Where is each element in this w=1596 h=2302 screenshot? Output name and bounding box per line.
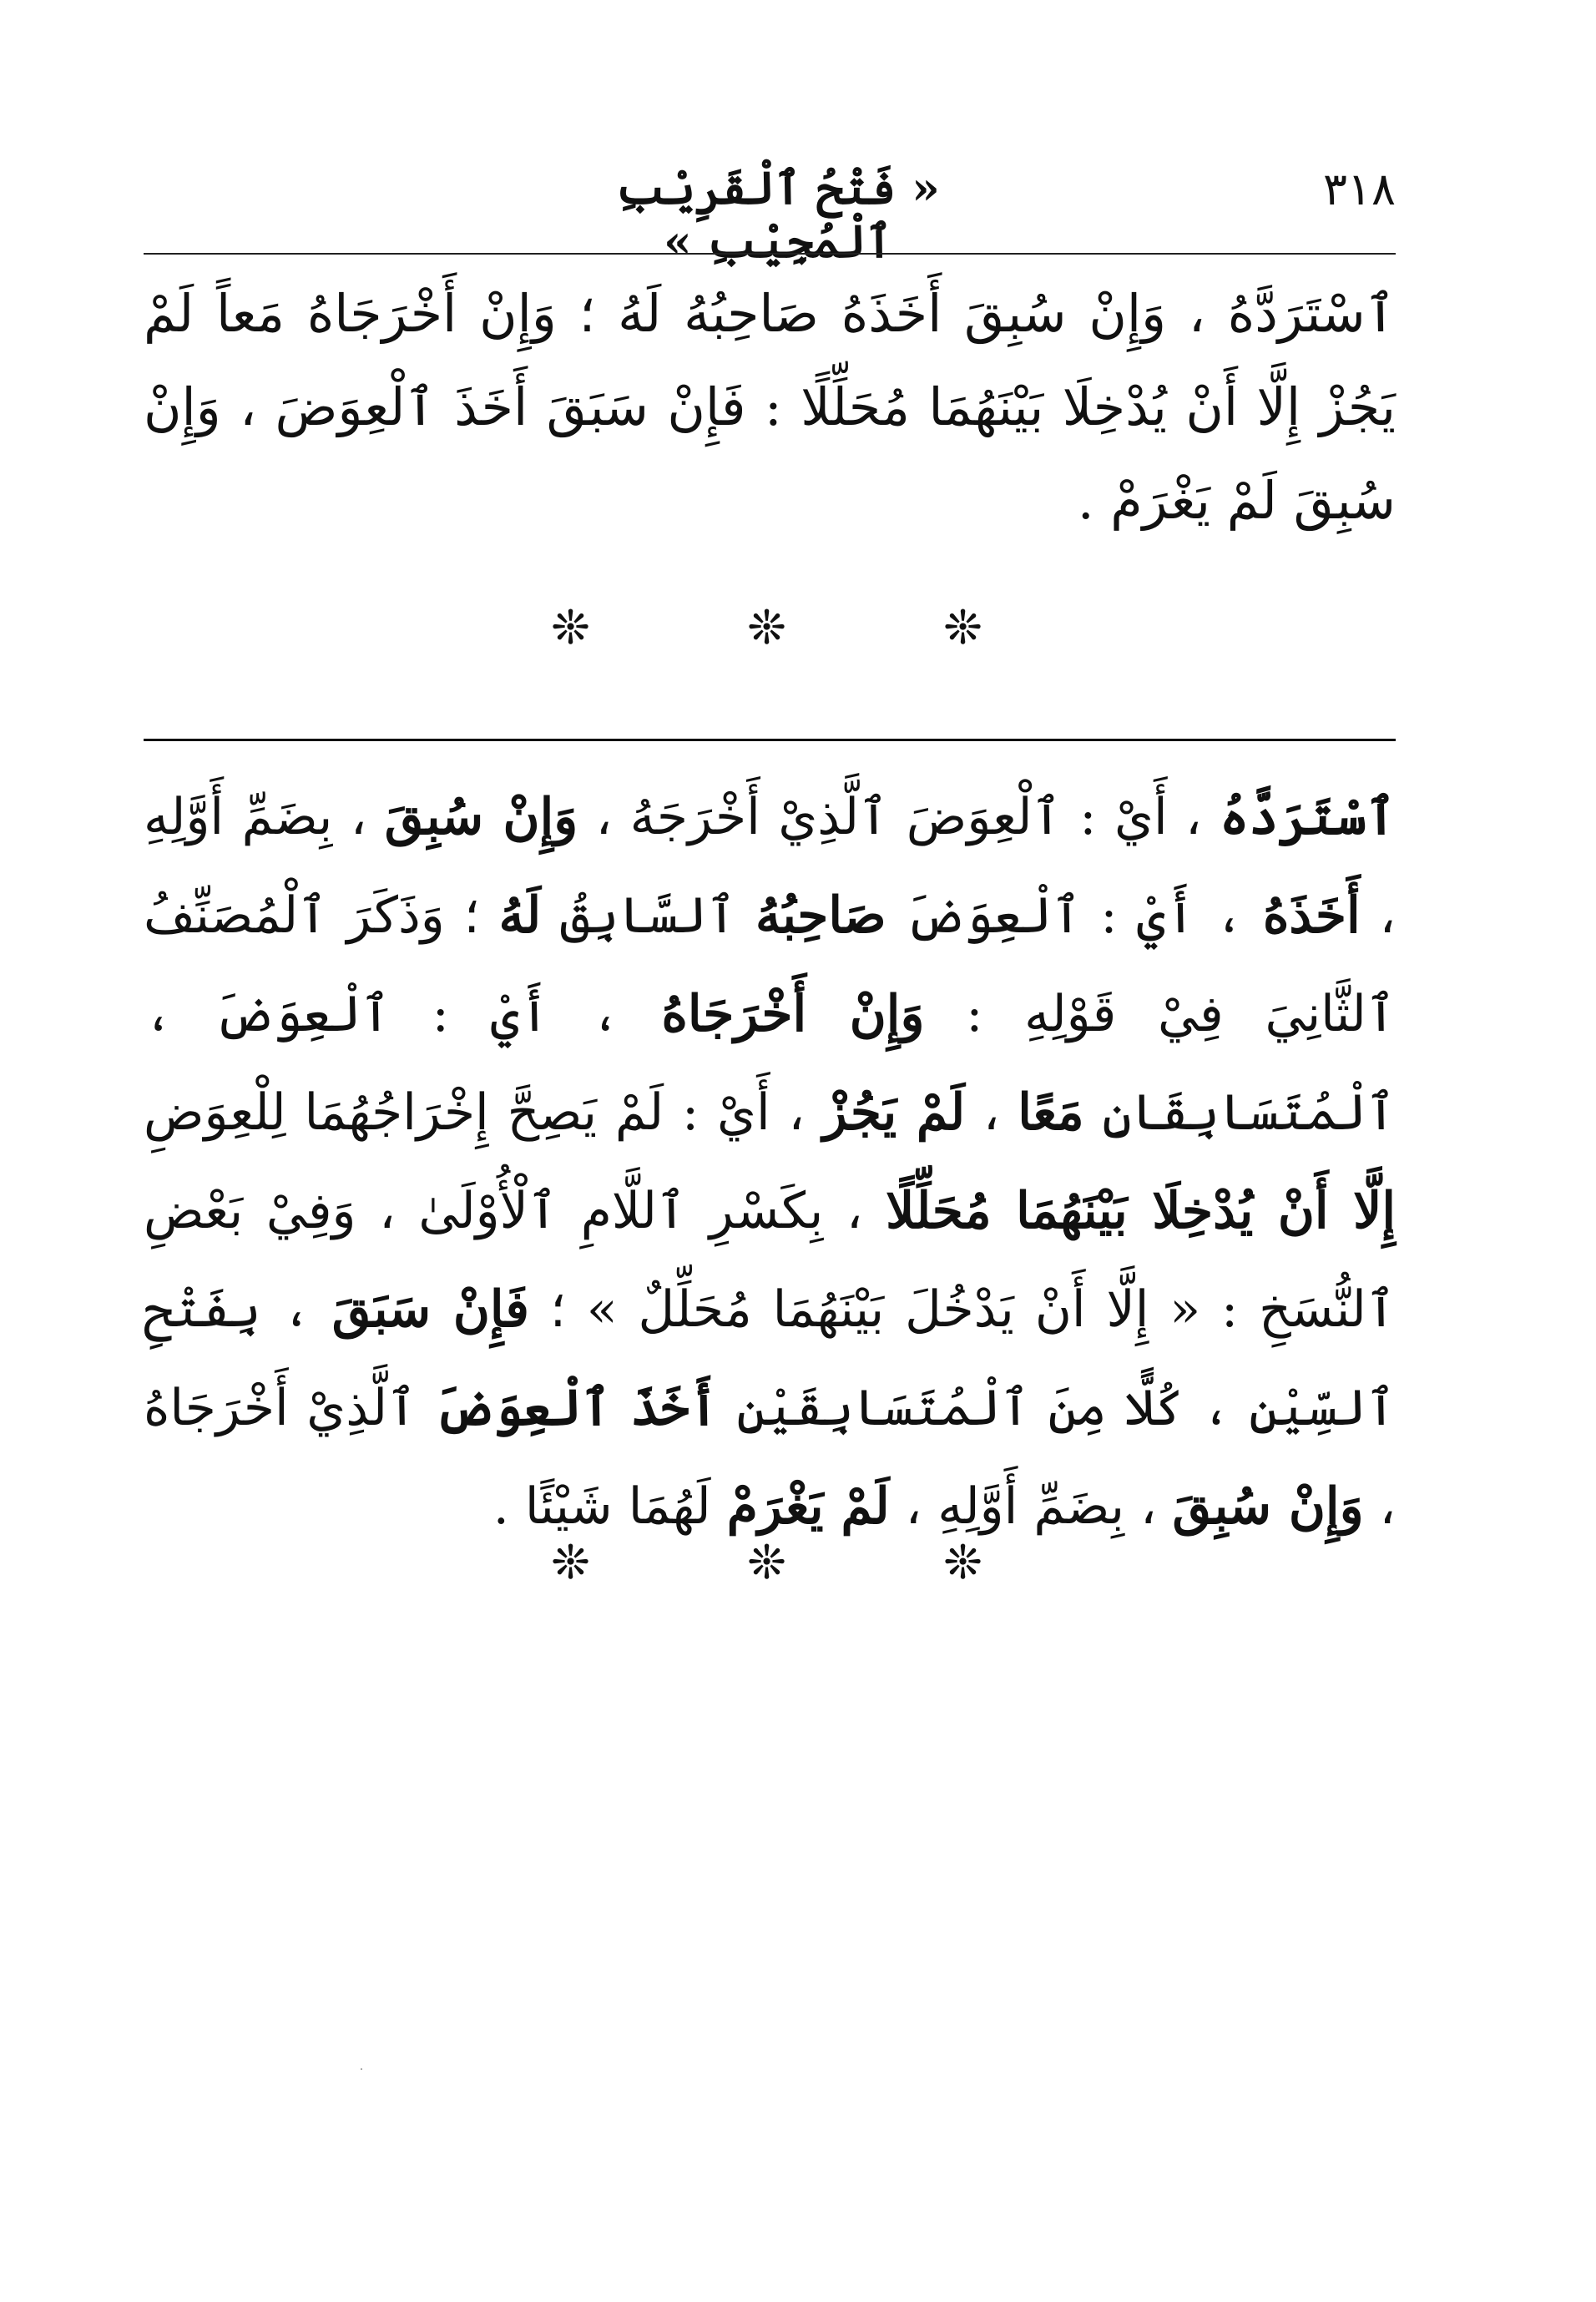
commentary-phrase: ، بِضَمِّ أَوَّلِهِ ، bbox=[889, 1477, 1173, 1536]
quoted-matn-phrase: فَإِنْ سَبَقَ bbox=[331, 1280, 529, 1339]
commentary-phrase: ، بِكَسْرِ ٱللَّامِ ٱلْأُوْلَىٰ ، وَفِيْ بَعْضِ ٱلنُّسَخِ : « إِلَّا أَنْ يَدْخُلَ بَيْنَهُمَا مُحَلِّلٌ » ؛ bbox=[144, 1182, 1396, 1339]
end-separator bbox=[144, 1536, 1396, 1590]
star-ornament: ❊ bbox=[747, 1536, 786, 1590]
scan-speck bbox=[361, 2068, 362, 2070]
star-ornament: ❊ bbox=[943, 1536, 982, 1590]
matn-text: ٱسْتَرَدَّهُ ، وَإِنْ سُبِقَ أَخَذَهُ صَاحِبُهُ لَهُ ؛ وَإِنْ أَخْرَجَاهُ مَعاً لَمْ يَجُزْ إِلَّا أَنْ يُدْخِلَا بَيْنَهُمَا مُحَلِّلًا : فَإِنْ سَبَقَ أَخَذَ ٱلْعِوَضَ ، وَإِنْ سُبِقَ لَمْ يَغْرَمْ . bbox=[144, 283, 1396, 531]
star-ornament: ❊ bbox=[551, 601, 590, 655]
commentary-phrase: ٱلسَّابِقُ bbox=[541, 886, 755, 945]
commentary-phrase: ، بِضَمِّ أَوَّلِهِ ، bbox=[144, 788, 1396, 945]
star-ornament: ❊ bbox=[551, 1536, 590, 1590]
quoted-matn-phrase: أَخَذَهُ bbox=[1262, 886, 1361, 945]
commentary-phrase: ؛ وَذَكَرَ ٱلْمُصَنِّفُ ٱلثَّانِيَ فِيْ قَوْلِهِ : bbox=[144, 886, 1396, 1043]
quoted-matn-phrase: لَمْ يَجُزْ bbox=[822, 1083, 966, 1142]
quoted-matn-phrase: ٱسْتَرَدَّهُ bbox=[1220, 788, 1396, 846]
quoted-matn-phrase: وَإِنْ سُبِقَ bbox=[1172, 1477, 1364, 1536]
quoted-matn-phrase: إِلَّا أَنْ يُدْخِلَا بَيْنَهُمَا مُحَلِّلًا bbox=[886, 1182, 1396, 1240]
quoted-matn-phrase: لَهُ bbox=[498, 886, 542, 945]
commentary-phrase: ، أَيْ : لَمْ يَصِحَّ إِخْرَاجُهُمَا لِلْعِوَضِ bbox=[144, 1083, 823, 1142]
commentary-phrase: ، أَيْ : ٱلْعِوَضَ ، ٱلْمُتَسَابِقَانِ bbox=[144, 985, 1396, 1142]
quoted-matn-phrase: لَمْ يَغْرَمْ bbox=[726, 1477, 890, 1536]
star-ornament: ❊ bbox=[747, 601, 786, 655]
commentary-phrase: ، أَيْ : ٱلْعِوَضَ bbox=[886, 886, 1263, 945]
commentary-phrase: ٱلَّذِيْ أَخْرَجَاهُ ، bbox=[144, 1379, 1396, 1536]
quoted-matn-phrase: صَاحِبُهُ bbox=[755, 886, 886, 945]
quoted-matn-phrase: مَعًا bbox=[1018, 1083, 1084, 1142]
section-separator bbox=[144, 601, 1396, 655]
sharh-text bbox=[144, 768, 1396, 1556]
page-header bbox=[144, 154, 1396, 268]
commentary-divider-rule bbox=[144, 739, 1396, 741]
star-ornament: ❊ bbox=[943, 601, 982, 655]
commentary-phrase: ، أَيْ : ٱلْعِوَضَ ٱلَّذِيْ أَخْرَجَهُ ، bbox=[578, 788, 1220, 846]
commentary-phrase: لَهُمَا شَيْئًا . bbox=[492, 1477, 727, 1536]
page-number: ٣١٨ bbox=[1322, 163, 1396, 215]
quoted-matn-phrase: وَإِنْ سُبِقَ bbox=[384, 788, 578, 846]
quoted-matn-phrase: وَإِنْ أَخْرَجَاهُ bbox=[661, 985, 925, 1043]
header-rule bbox=[144, 253, 1396, 255]
quoted-matn-phrase: أَخَذَ ٱلْعِوَضَ bbox=[434, 1379, 719, 1437]
running-title: « فَتْحُ ٱلْقَرِيْبِ ٱلْمُجِيْبِ » bbox=[616, 161, 940, 268]
commentary-phrase: ، bbox=[965, 1083, 1018, 1142]
commentary-phrase: ، بِفَتْحِ ٱلسِّيْنِ ، كُلًّا مِنَ ٱلْمُتَسَابِقَيْنِ bbox=[144, 1280, 1396, 1437]
